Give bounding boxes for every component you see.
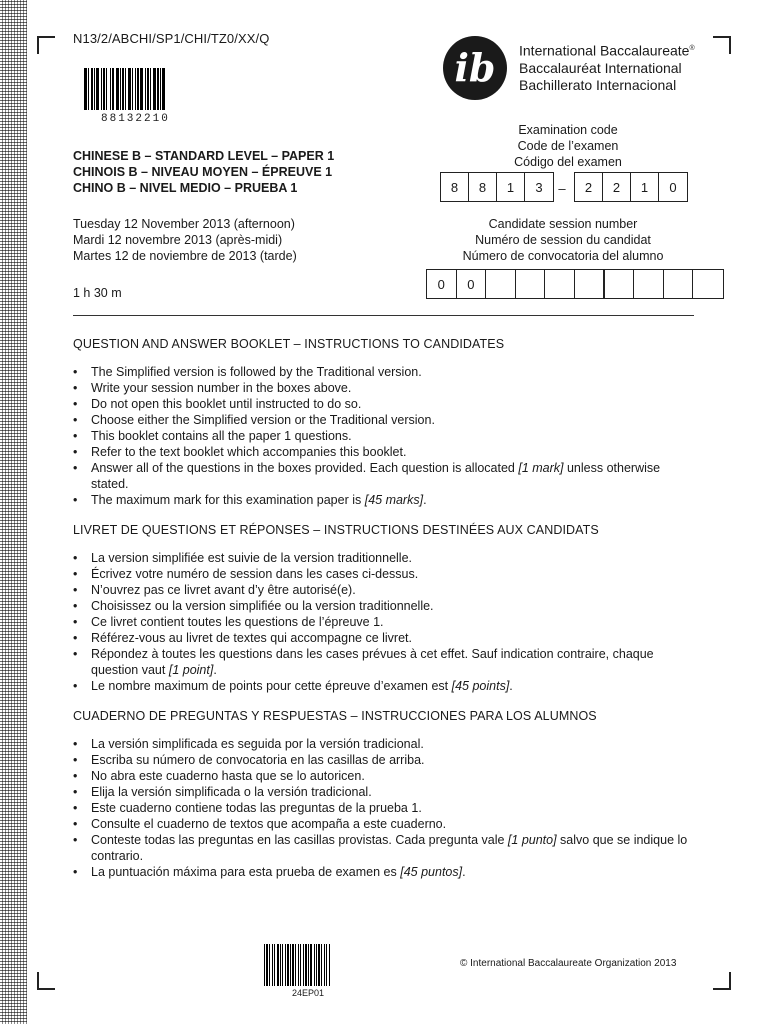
exam-code-cell: 3 (535, 179, 543, 195)
title-en: CHINESE B – STANDARD LEVEL – PAPER 1 (73, 149, 335, 163)
list-item: • No abra este cuaderno hasta que se lo autoricen. (73, 768, 698, 784)
list-item: • Consulte el cuaderno de textos que acompaña a este cuaderno. (73, 816, 698, 832)
exam-code-boxes-part1 (440, 172, 554, 202)
list-item: • La version simplifiée est suivie de la version traditionnelle. (73, 550, 698, 566)
title-es: CHINO B – NIVEL MEDIO – PRUEBA 1 (73, 181, 298, 195)
session-number-labels (430, 216, 696, 264)
date-en: Tuesday 12 November 2013 (afternoon) (73, 217, 295, 231)
crop-mark-top-right (713, 36, 731, 54)
session-cell-input[interactable] (516, 270, 546, 298)
list-item: • La puntuación máxima para esta prueba de examen es [45 puntos]. (73, 864, 698, 880)
exam-code-cell: 1 (497, 173, 525, 201)
list-item: • Answer all of the questions in the boxes provided. Each question is allocated [1 mark] unless otherwise stated. (73, 460, 698, 492)
exam-code-cell: 8 (441, 173, 469, 201)
exam-code-boxes-part2 (574, 172, 688, 202)
barcode-bar (162, 68, 165, 110)
session-cell: 0 (457, 270, 487, 298)
perforated-edge (0, 0, 27, 1024)
exam-code-cell: 8 (469, 173, 497, 201)
crop-mark-top-left (37, 36, 55, 54)
mark-allocation: [1 punto] (507, 833, 557, 847)
exam-code-cell: 1 (631, 173, 659, 201)
session-label-fr: Numéro de session du candidat (475, 233, 651, 247)
session-cell-input[interactable] (664, 270, 694, 298)
date-fr: Mardi 12 novembre 2013 (après-midi) (73, 233, 283, 247)
instructions-heading-en: QUESTION AND ANSWER BOOKLET – INSTRUCTIONS TO CANDIDATES (73, 337, 505, 351)
exam-dates (73, 216, 297, 264)
instructions-list-es (73, 736, 698, 880)
list-item: • Conteste todas las preguntas en las casillas provistas. Cada pregunta vale [1 punto] salvo que se indique lo contrario. (73, 832, 698, 864)
barcode-bottom (264, 944, 330, 986)
organization-name (519, 40, 695, 94)
exam-titles (73, 148, 334, 196)
barcode-number: 88132210 (101, 113, 170, 125)
org-line-en: International Baccalaureate® (519, 42, 695, 59)
page-code: 24EP01 (292, 988, 325, 998)
session-cell-input[interactable] (693, 270, 723, 298)
list-item: • La versión simplificada es seguida por la versión tradicional. (73, 736, 698, 752)
list-item: • This booklet contains all the paper 1 questions. (73, 428, 698, 444)
exam-code-separator: – (558, 180, 566, 196)
crop-mark-bottom-left (37, 972, 55, 990)
instructions-list-en (73, 364, 698, 508)
org-line-es: Bachillerato Internacional (519, 76, 677, 93)
list-item: • Répondez à toutes les questions dans les cases prévues à cet effet. Sauf indication contraire, chaque question vaut [1 point]. (73, 646, 698, 678)
list-item: • Référez-vous au livret de textes qui accompagne ce livret. (73, 630, 698, 646)
barcode-bar (329, 944, 330, 986)
mark-allocation: [1 mark] (518, 461, 564, 475)
list-item: • Elija la versión simplificada o la versión tradicional. (73, 784, 698, 800)
session-cell-input[interactable] (545, 270, 575, 298)
mark-allocation: [1 point] (168, 663, 214, 677)
logo-text: ib (454, 45, 496, 90)
session-cell-input[interactable] (634, 270, 664, 298)
instructions-english (73, 337, 698, 508)
instructions-heading-fr: LIVRET DE QUESTIONS ET RÉPONSES – INSTRUCTIONS DESTINÉES AUX CANDIDATS (73, 523, 599, 537)
title-fr: CHINOIS B – NIVEAU MOYEN – ÉPREUVE 1 (73, 165, 333, 179)
list-item: • Choisissez ou la version simplifiée ou la version traditionnelle. (73, 598, 698, 614)
instructions-list-fr (73, 550, 698, 694)
exam-code-label-en: Examination code (518, 123, 618, 137)
list-item: • Escriba su número de convocatoria en las casillas de arriba. (73, 752, 698, 768)
list-item: • Refer to the text booklet which accompanies this booklet. (73, 444, 698, 460)
instructions-heading-es: CUADERNO DE PREGUNTAS Y RESPUESTAS – INSTRUCCIONES PARA LOS ALUMNOS (73, 709, 597, 723)
session-cell-input[interactable] (605, 270, 635, 298)
max-marks: [45 puntos] (400, 865, 463, 879)
instructions-spanish (73, 709, 698, 880)
date-es: Martes 12 de noviembre de 2013 (tarde) (73, 249, 297, 263)
reference-code: N13/2/ABCHI/SP1/CHI/TZ0/XX/Q (73, 31, 270, 46)
list-item: • Write your session number in the boxes above. (73, 380, 698, 396)
ib-logo (440, 35, 510, 101)
list-item: • Ce livret contient toutes les questions de l’épreuve 1. (73, 614, 698, 630)
exam-duration: 1 h 30 m (73, 286, 122, 300)
crop-mark-bottom-right (713, 972, 731, 990)
exam-code-cell: 2 (603, 173, 631, 201)
exam-code-label-fr: Code de l’examen (517, 139, 619, 153)
instructions-french (73, 523, 698, 694)
session-cell-input[interactable] (575, 270, 605, 298)
session-label-en: Candidate session number (488, 217, 638, 231)
registered-mark: ® (689, 45, 695, 52)
list-item: • The Simplified version is followed by the Traditional version. (73, 364, 698, 380)
org-line-fr: Baccalauréat International (519, 59, 682, 76)
session-cell-input[interactable] (486, 270, 516, 298)
session-cell: 0 (427, 270, 457, 298)
exam-code-cell: 0 (669, 179, 677, 195)
exam-code-cell: 2 (575, 173, 603, 201)
exam-code-label-es: Código del examen (514, 155, 622, 169)
copyright: © International Baccalaureate Organization 2013 (460, 958, 677, 969)
list-item: • Choose either the Simplified version or the Traditional version. (73, 412, 698, 428)
barcode-top (84, 68, 165, 110)
list-item: • Le nombre maximum de points pour cette épreuve d’examen est [45 points]. (73, 678, 698, 694)
list-item: • The maximum mark for this examination paper is [45 marks]. (73, 492, 698, 508)
list-item: • Do not open this booklet until instructed to do so. (73, 396, 698, 412)
exam-code-labels (440, 122, 696, 170)
list-item: • Este cuaderno contiene todas las preguntas de la prueba 1. (73, 800, 698, 816)
list-item: • Écrivez votre numéro de session dans les cases ci-dessus. (73, 566, 698, 582)
max-marks: [45 marks] (364, 493, 424, 507)
session-label-es: Número de convocatoria del alumno (462, 249, 664, 263)
header-divider (73, 315, 694, 316)
max-marks: [45 points] (451, 679, 510, 693)
session-number-boxes (426, 269, 724, 299)
list-item: • N’ouvrez pas ce livret avant d’y être autorisé(e). (73, 582, 698, 598)
